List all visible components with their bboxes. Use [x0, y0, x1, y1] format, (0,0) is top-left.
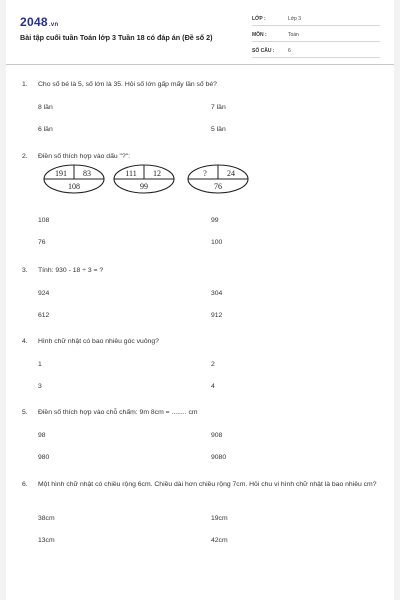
figure-top-left: 191 [55, 169, 67, 178]
answer-option[interactable]: 42cm [211, 537, 228, 544]
answer-option[interactable]: 99 [211, 217, 219, 224]
site-logo[interactable] [20, 15, 58, 29]
meta-value: 6 [288, 48, 291, 54]
answer-option[interactable]: 1 [38, 361, 42, 368]
figure-bottom: 108 [68, 182, 80, 191]
meta-row-subject [252, 29, 380, 42]
question-text: Một hình chữ nhật có chiều rộng 6cm. Chiều dài hơn chiều rộng 7cm. Hỏi chu vi hình chữ nhật là bao nhiêu cm? [38, 481, 377, 488]
answer-option[interactable]: 19cm [211, 515, 228, 522]
figure-top-right: 12 [153, 169, 161, 178]
question-number: 6. [22, 481, 28, 488]
question-number: 4. [22, 338, 28, 345]
answer-option[interactable]: 912 [211, 312, 223, 319]
answer-option[interactable]: 612 [38, 312, 50, 319]
answer-option[interactable]: 76 [38, 239, 46, 246]
answer-option[interactable]: 7 lần [211, 104, 226, 111]
answer-option[interactable]: 304 [211, 290, 223, 297]
answer-option[interactable]: 2 [211, 361, 215, 368]
meta-row-count [252, 45, 380, 58]
answer-option[interactable]: 108 [38, 217, 50, 224]
question-text: Cho số bé là 5, số lớn là 35. Hỏi số lớn gấp mấy lần số bé? [38, 81, 217, 88]
figure-top-right: 83 [83, 169, 91, 178]
answer-option[interactable]: 13cm [38, 537, 55, 544]
answer-option[interactable]: 9080 [211, 454, 227, 461]
meta-value: Lớp 3 [288, 16, 302, 22]
figure-oval-3 [186, 163, 250, 195]
question-text: Hình chữ nhật có bao nhiêu góc vuông? [38, 338, 159, 345]
question-number: 2. [22, 153, 28, 160]
meta-row-class [252, 13, 380, 26]
question-text: Điền số thích hợp vào chỗ chấm: 9m 8cm = ........ cm [38, 409, 198, 416]
question-text: Điền số thích hợp vào dấu "?": [38, 153, 131, 160]
meta-key: LỚP : [252, 16, 266, 22]
answer-option[interactable]: 924 [38, 290, 50, 297]
figure-top-left: ? [203, 169, 207, 178]
answer-option[interactable]: 6 lần [38, 126, 53, 133]
header-divider [6, 64, 394, 65]
page-title: Bài tập cuối tuần Toán lớp 3 Tuần 18 có đáp án (Đề số 2) [20, 33, 213, 42]
meta-info [252, 13, 380, 61]
header [6, 0, 394, 62]
question-text: Tính: 930 - 18 ÷ 3 = ? [38, 267, 104, 274]
figure-bottom: 76 [214, 182, 222, 191]
meta-value: Toán [288, 32, 299, 38]
answer-option[interactable]: 908 [211, 432, 223, 439]
number-figures [42, 163, 272, 195]
answer-option[interactable]: 38cm [38, 515, 55, 522]
answer-option[interactable]: 4 [211, 383, 215, 390]
figure-bottom: 99 [140, 182, 148, 191]
worksheet-page [6, 0, 394, 600]
figure-oval-1 [42, 163, 106, 195]
figure-oval-2 [112, 163, 176, 195]
question-number: 1. [22, 81, 28, 88]
answer-option[interactable]: 100 [211, 239, 223, 246]
logo-suffix: .vn [48, 22, 59, 28]
question-number: 3. [22, 267, 28, 274]
logo-text: 2048 [20, 15, 48, 29]
answer-option[interactable]: 5 lần [211, 126, 226, 133]
answer-option[interactable]: 980 [38, 454, 50, 461]
question-number: 5. [22, 409, 28, 416]
answer-option[interactable]: 98 [38, 432, 46, 439]
meta-key: MÔN : [252, 32, 267, 38]
meta-key: SỐ CÂU : [252, 48, 275, 54]
figure-top-left: 111 [125, 169, 137, 178]
figure-top-right: 24 [227, 169, 235, 178]
answer-option[interactable]: 3 [38, 383, 42, 390]
answer-option[interactable]: 8 lần [38, 104, 53, 111]
